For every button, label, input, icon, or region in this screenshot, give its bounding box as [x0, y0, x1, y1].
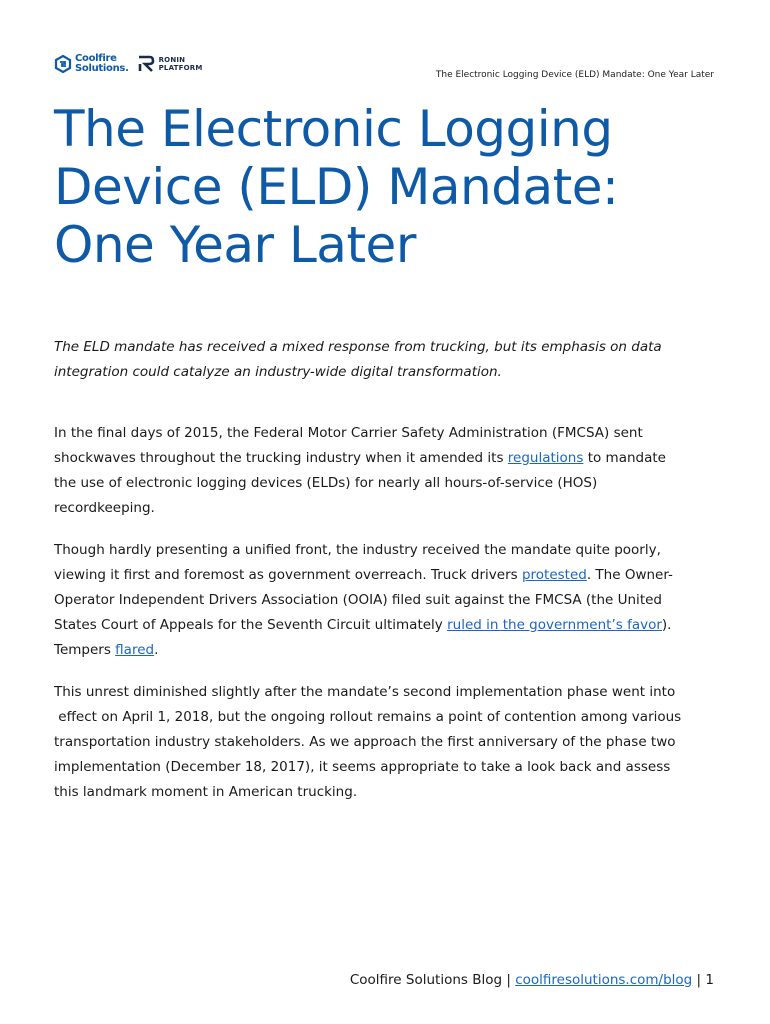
paragraph-line: effect on April 1, 2018, but the ongoing rollout remains a point of contention among various: [54, 709, 682, 725]
page-title: [54, 100, 734, 274]
paragraph-line: [54, 638, 719, 663]
running-header: The Electronic Logging Device (ELD) Mandate: One Year Later: [435, 70, 714, 80]
coolfire-mark-icon: [54, 55, 72, 73]
regulations-link[interactable]: regulations: [507, 450, 584, 466]
coolfire-logo-line1: Coolfire: [75, 53, 117, 64]
coolfire-logo-line2: Solutions.: [75, 63, 129, 74]
page-footer: [350, 972, 714, 988]
paragraph-line: Though hardly presenting a unified front, the industry received the mandate quite poorly,: [54, 542, 661, 558]
text-run: viewing it first and foremost as government overreach. Truck drivers: [54, 567, 522, 583]
paragraph-line: this landmark moment in American trucking.: [54, 784, 358, 800]
paragraph-line: [54, 563, 719, 588]
paragraph-line: Operator Independent Drivers Association (OOIA) filed suit against the FMCSA (the United: [54, 592, 662, 608]
title-line: Device (ELD) Mandate:: [54, 158, 619, 216]
text-run: to mandate: [583, 450, 666, 466]
ronin-logo-line1: RONIN: [158, 56, 186, 64]
title-line: One Year Later: [54, 216, 416, 274]
header-logos: [54, 50, 203, 78]
paragraph-line: In the final days of 2015, the Federal Motor Carrier Safety Administration (FMCSA) sent: [54, 425, 643, 441]
title-line: The Electronic Logging: [54, 100, 613, 158]
text-run: shockwaves throughout the trucking industry when it amended its: [54, 450, 508, 466]
text-run: .: [154, 642, 159, 658]
paragraph-line: recordkeeping.: [54, 500, 155, 516]
protested-link[interactable]: protested: [521, 567, 587, 583]
ronin-logo: [137, 55, 203, 73]
text-run: States Court of Appeals for the Seventh Circuit ultimately: [54, 617, 448, 633]
ronin-logo-line2: PLATFORM: [158, 64, 203, 72]
paragraph-line: implementation (December 18, 2017), it seems appropriate to take a look back and assess: [54, 759, 671, 775]
paragraph-1: [54, 421, 719, 521]
lede-line: integration could catalyze an industry-wide digital transformation.: [54, 364, 502, 380]
paragraph-line: [54, 613, 719, 638]
paragraph-line: transportation industry stakeholders. As we approach the first anniversary of the phase two: [54, 734, 676, 750]
paragraph-2: [54, 538, 719, 663]
footer-label: Coolfire Solutions Blog |: [349, 972, 516, 988]
lede-paragraph: [54, 335, 714, 385]
paragraph-3: [54, 680, 719, 805]
text-run: ).: [661, 617, 672, 633]
text-run: . The Owner-: [586, 567, 673, 583]
flared-link[interactable]: flared: [115, 642, 155, 658]
page-number: | 1: [692, 972, 714, 988]
blog-url-link[interactable]: coolfiresolutions.com/blog: [515, 972, 693, 988]
ronin-mark-icon: [137, 55, 155, 73]
paragraph-line: This unrest diminished slightly after the mandate’s second implementation phase went into: [54, 684, 676, 700]
paragraph-line: the use of electronic logging devices (ELDs) for nearly all hours-of-service (HOS): [54, 475, 598, 491]
lede-line: The ELD mandate has received a mixed response from trucking, but its emphasis on data: [54, 339, 662, 355]
paragraph-line: [54, 446, 719, 471]
text-run: Tempers: [54, 642, 116, 658]
coolfire-logo: [54, 54, 129, 74]
ruled-in-favor-link[interactable]: ruled in the government’s favor: [447, 617, 662, 633]
